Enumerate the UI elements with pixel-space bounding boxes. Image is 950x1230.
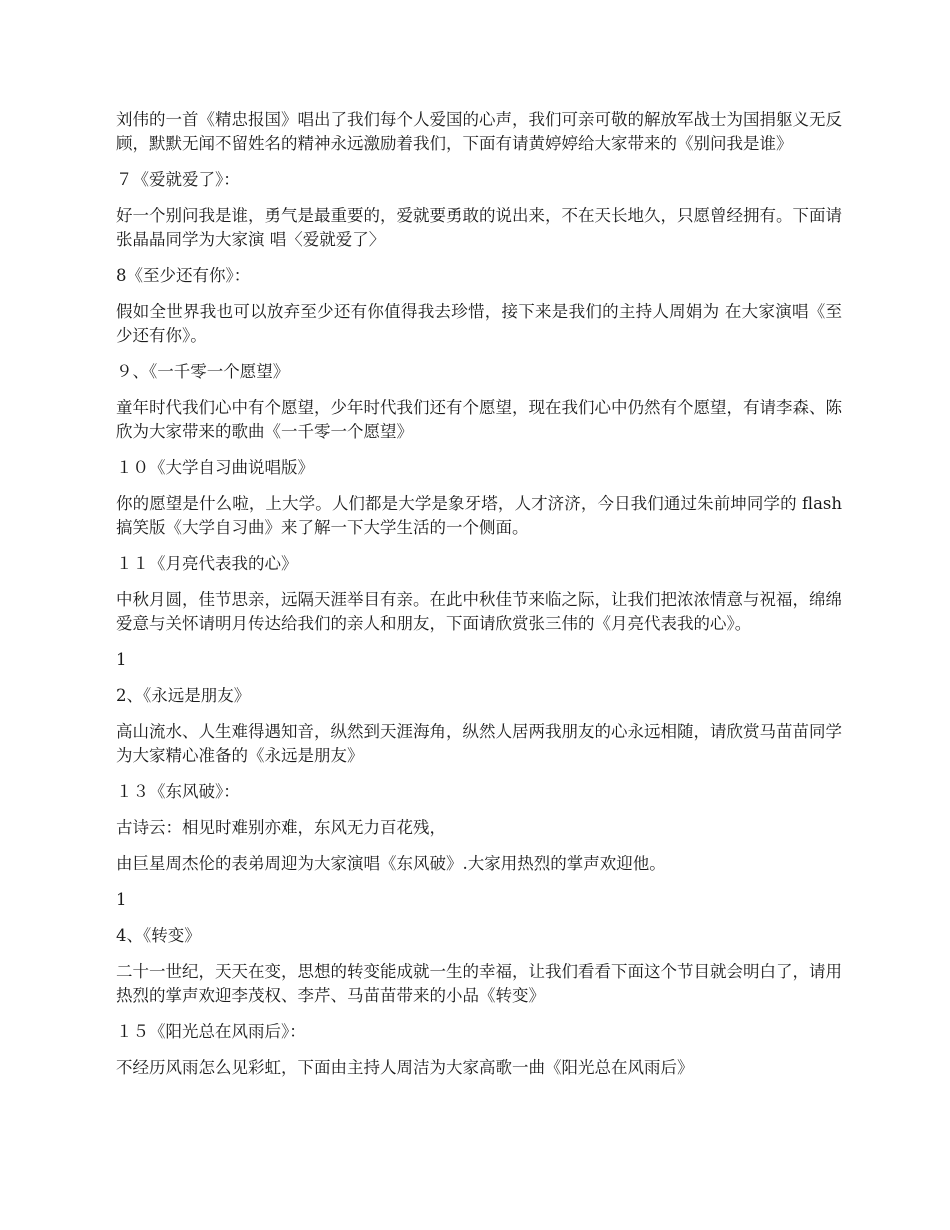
stray-number-1: 1 [116, 650, 127, 669]
paragraph-13-poem: 古诗云：相见时难别亦难，东风无力百花残， [116, 818, 446, 837]
heading-11: １１《月亮代表我的心》 [116, 554, 298, 573]
stray-number-2: 1 [116, 890, 127, 909]
paragraph-12: 高山流水、人生难得遇知音，纵然到天涯海角，纵然人居两我朋友的心永远相随，请欣赏马苗苗同学为大家精心准备的《永远是朋友》 [116, 722, 842, 765]
heading-8: 8《至少还有你》： [116, 266, 251, 285]
paragraph-9: 童年时代我们心中有个愿望，少年时代我们还有个愿望，现在我们心中仍然有个愿望，有请李森、陈欣为大家带来的歌曲《一千零一个愿望》 [116, 398, 842, 441]
heading-15: １５《阳光总在风雨后》： [116, 1022, 306, 1041]
heading-10: １０《大学自习曲说唱版》 [116, 458, 314, 477]
paragraph-intro-jingzhong: 刘伟的一首《精忠报国》唱出了我们每个人爱国的心声，我们可亲可敬的解放军战士为国捐躯义无反顾，默默无闻不留姓名的精神永远激励着我们，下面有请黄婷婷给大家带来的《别问我是谁》 [116, 110, 842, 153]
paragraph-7: 好一个别问我是谁，勇气是最重要的，爱就要勇敢的说出来，不在天长地久，只愿曾经拥有。下面请张晶晶同学为大家演 唱〈爱就爱了〉 [116, 206, 842, 249]
heading-14: 4、《转变》 [116, 926, 201, 945]
paragraph-10: 你的愿望是什么啦，上大学。人们都是大学是象牙塔，人才济济，今日我们通过朱前坤同学的 flash 搞笑版《大学自习曲》来了解一下大学生活的一个侧面。 [116, 494, 842, 537]
heading-12: 2、《永远是朋友》 [116, 686, 251, 705]
document-page [116, 108, 842, 1092]
paragraph-14: 二十一世纪，天天在变，思想的转变能成就一生的幸福，让我们看看下面这个节目就会明白了，请用热烈的掌声欢迎李茂权、李芹、马苗苗带来的小品《转变》 [116, 962, 842, 1005]
heading-13: １３《东风破》： [116, 782, 240, 801]
paragraph-11: 中秋月圆，佳节思亲，远隔天涯举目有亲。在此中秋佳节来临之际，让我们把浓浓情意与祝福，绵绵爱意与关怀请明月传达给我们的亲人和朋友，下面请欣赏张三伟的《月亮代表我的心》。 [116, 590, 842, 633]
paragraph-15: 不经历风雨怎么见彩虹，下面由主持人周洁为大家高歌一曲《阳光总在风雨后》 [116, 1058, 694, 1077]
heading-9: ９、《一千零一个愿望》 [116, 362, 290, 381]
heading-7: ７《爱就爱了》： [116, 170, 240, 189]
paragraph-13: 由巨星周杰伦的表弟周迎为大家演唱《东风破》.大家用热烈的掌声欢迎他。 [116, 854, 666, 873]
paragraph-8: 假如全世界我也可以放弃至少还有你值得我去珍惜，接下来是我们的主持人周娟为 在大家演唱《至少还有你》。 [116, 302, 842, 345]
